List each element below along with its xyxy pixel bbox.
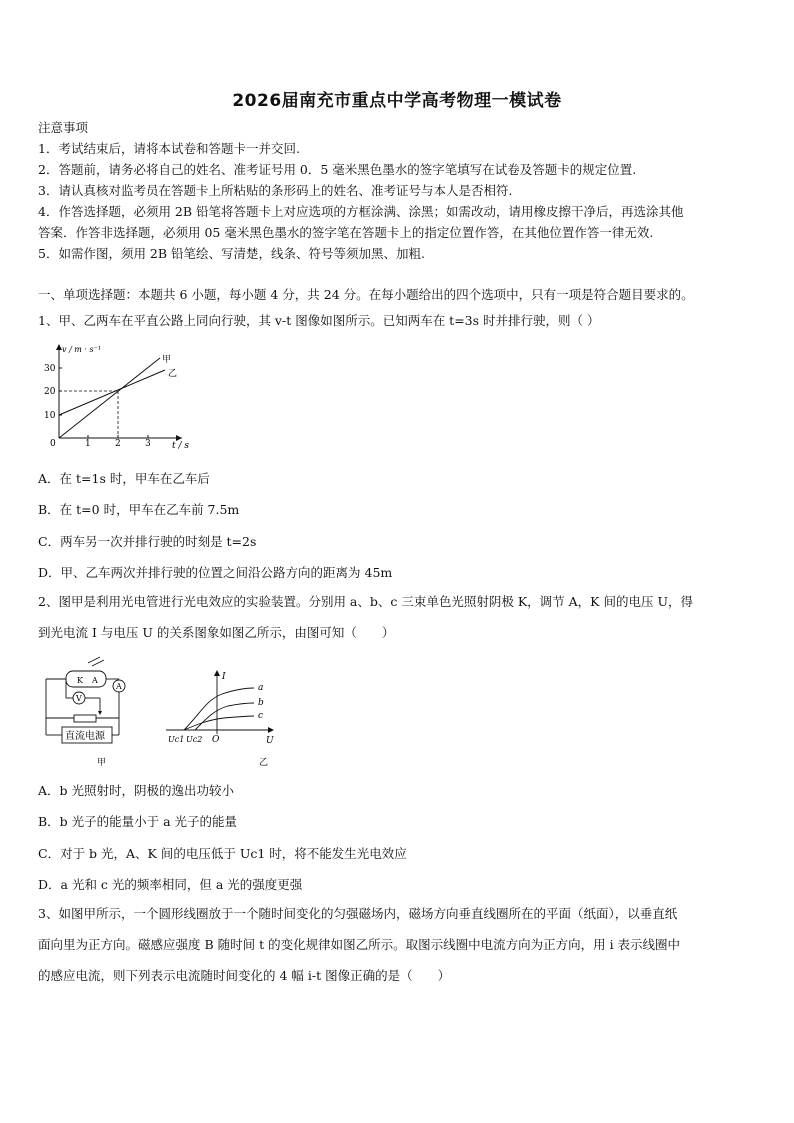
photocell-tube	[66, 671, 106, 687]
notice-item-1: 1．考试结束后，请将本试卷和答题卡一并交回.	[38, 141, 300, 156]
curve-c-label: c	[258, 711, 264, 721]
notice-item-2: 2．答题前，请务必将自己的姓名、准考证号用 0．5 毫米黑色墨水的签字笔填写在试卷及答题卡的规定位置.	[38, 162, 637, 177]
q2-uc2: Uc2	[186, 735, 203, 744]
q2-iu-graph	[162, 668, 282, 773]
graph-caption: 乙	[259, 758, 269, 768]
curve-a	[184, 688, 254, 730]
q1-origin-label: 0	[50, 439, 56, 449]
q1-line-jia	[59, 358, 160, 438]
q2-stem-line2: 到光电流 I 与电压 U 的关系图象如图乙所示，由图可知（ ）	[38, 625, 395, 640]
notice-item-3: 3．请认真核对监考员在答题卡上所粘贴的条形码上的姓名、准考证号与本人是否相符.	[38, 183, 513, 198]
page-title: 2026届南充市重点中学高考物理一模试卷	[232, 91, 562, 111]
section-heading: 一、单项选择题：本题共 6 小题，每小题 4 分，共 24 分。在每小题给出的四个选项中，只有一项是符合题目要求的。	[38, 287, 694, 302]
curve-b-label: b	[258, 698, 264, 708]
q1-xtick-label: 3	[145, 439, 151, 449]
q1-xlabel: t / s	[172, 441, 189, 450]
light-ray	[92, 660, 104, 666]
q2-option-a[interactable]: A．b 光照射时，阴极的逸出功较小	[38, 783, 235, 798]
q2-option-c[interactable]: C．对于 b 光，A、K 间的电压低于 Uc1 时，将不能发生光电效应	[38, 846, 407, 861]
q2-uc1: Uc1	[168, 735, 185, 744]
ammeter-label: A	[116, 682, 122, 691]
q2-stem-line1: 2、图甲是利用光电管进行光电效应的实验装置。分别用 a、b、c 三束单色光照射阴极 K，调节 A，K 间的电压 U，得	[38, 594, 693, 609]
q1-option-c[interactable]: C．两车另一次并排行驶的时刻是 t=2s	[38, 534, 257, 549]
notice-item-4-cont: 答案．作答非选择题，必须用 05 毫米黑色墨水的签字笔在答题卡上的指定位置作答，在其他位置作答一律无效.	[38, 225, 654, 240]
circuit-caption: 甲	[97, 758, 107, 768]
q1-stem: 1、甲、乙两车在平直公路上同向行驶，其 v-t 图像如图所示。已知两车在 t=3s 时并排行驶，则（ ）	[38, 313, 600, 328]
rheostat	[74, 715, 96, 722]
anode-label: A	[92, 676, 98, 685]
q1-line-yi	[59, 370, 165, 415]
q2-origin: O	[212, 735, 220, 745]
light-ray	[88, 657, 100, 663]
q2-option-d[interactable]: D．a 光和 c 光的频率相同，但 a 光的强度更强	[38, 877, 303, 892]
q3-stem-line3: 的感应电流，则下列表示电流随时间变化的 4 幅 i-t 图像正确的是（ ）	[38, 968, 451, 983]
q3-stem-line1: 3、如图甲所示，一个圆形线圈放于一个随时间变化的匀强磁场内，磁场方向垂直线圈所在的平面（纸面），以垂直纸	[38, 906, 678, 921]
q1-ytick-label: 10	[44, 411, 56, 421]
q1-xtick-label: 1	[85, 439, 91, 449]
notice-heading: 注意事项	[38, 120, 89, 135]
curve-a-label: a	[258, 683, 264, 693]
q1-ylabel: v / m · s⁻¹	[62, 345, 102, 354]
q1-label-jia: 甲	[162, 355, 172, 365]
q1-option-a[interactable]: A．在 t=1s 时，甲车在乙车后	[38, 471, 210, 486]
q3-stem-line2: 面向里为正方向。磁感应强度 B 随时间 t 的变化规律如图乙所示。取图示线圈中电流方向为正方向，用 i 表示线圈中	[38, 937, 681, 952]
dc-source-label: 直流电源	[65, 731, 105, 742]
notice-item-4: 4．作答选择题，必须用 2B 铅笔将答题卡上对应选项的方框涂满、涂黑；如需改动，请用橡皮擦干净后，再选涂其他	[38, 204, 684, 219]
notice-item-5: 5．如需作图，须用 2B 铅笔绘、写清楚，线条、符号等须加黑、加粗.	[38, 246, 426, 261]
q2-circuit-diagram	[40, 655, 140, 770]
cathode-label: K	[77, 676, 83, 685]
voltmeter-label: V	[76, 694, 82, 703]
q1-option-b[interactable]: B．在 t=0 时，甲车在乙车前 7.5m	[38, 502, 240, 517]
q1-vt-graph	[32, 340, 192, 450]
q1-label-yi: 乙	[168, 369, 178, 379]
q2-xlabel: U	[266, 736, 274, 746]
q2-ylabel: I	[222, 672, 226, 682]
q1-option-d[interactable]: D．甲、乙车两次并排行驶的位置之间沿公路方向的距离为 45m	[38, 565, 393, 580]
q2-option-b[interactable]: B．b 光子的能量小于 a 光子的能量	[38, 814, 238, 829]
q1-ytick-label: 30	[44, 364, 56, 374]
q1-ytick-label: 20	[44, 387, 56, 397]
q1-xtick-label: 2	[115, 439, 121, 449]
